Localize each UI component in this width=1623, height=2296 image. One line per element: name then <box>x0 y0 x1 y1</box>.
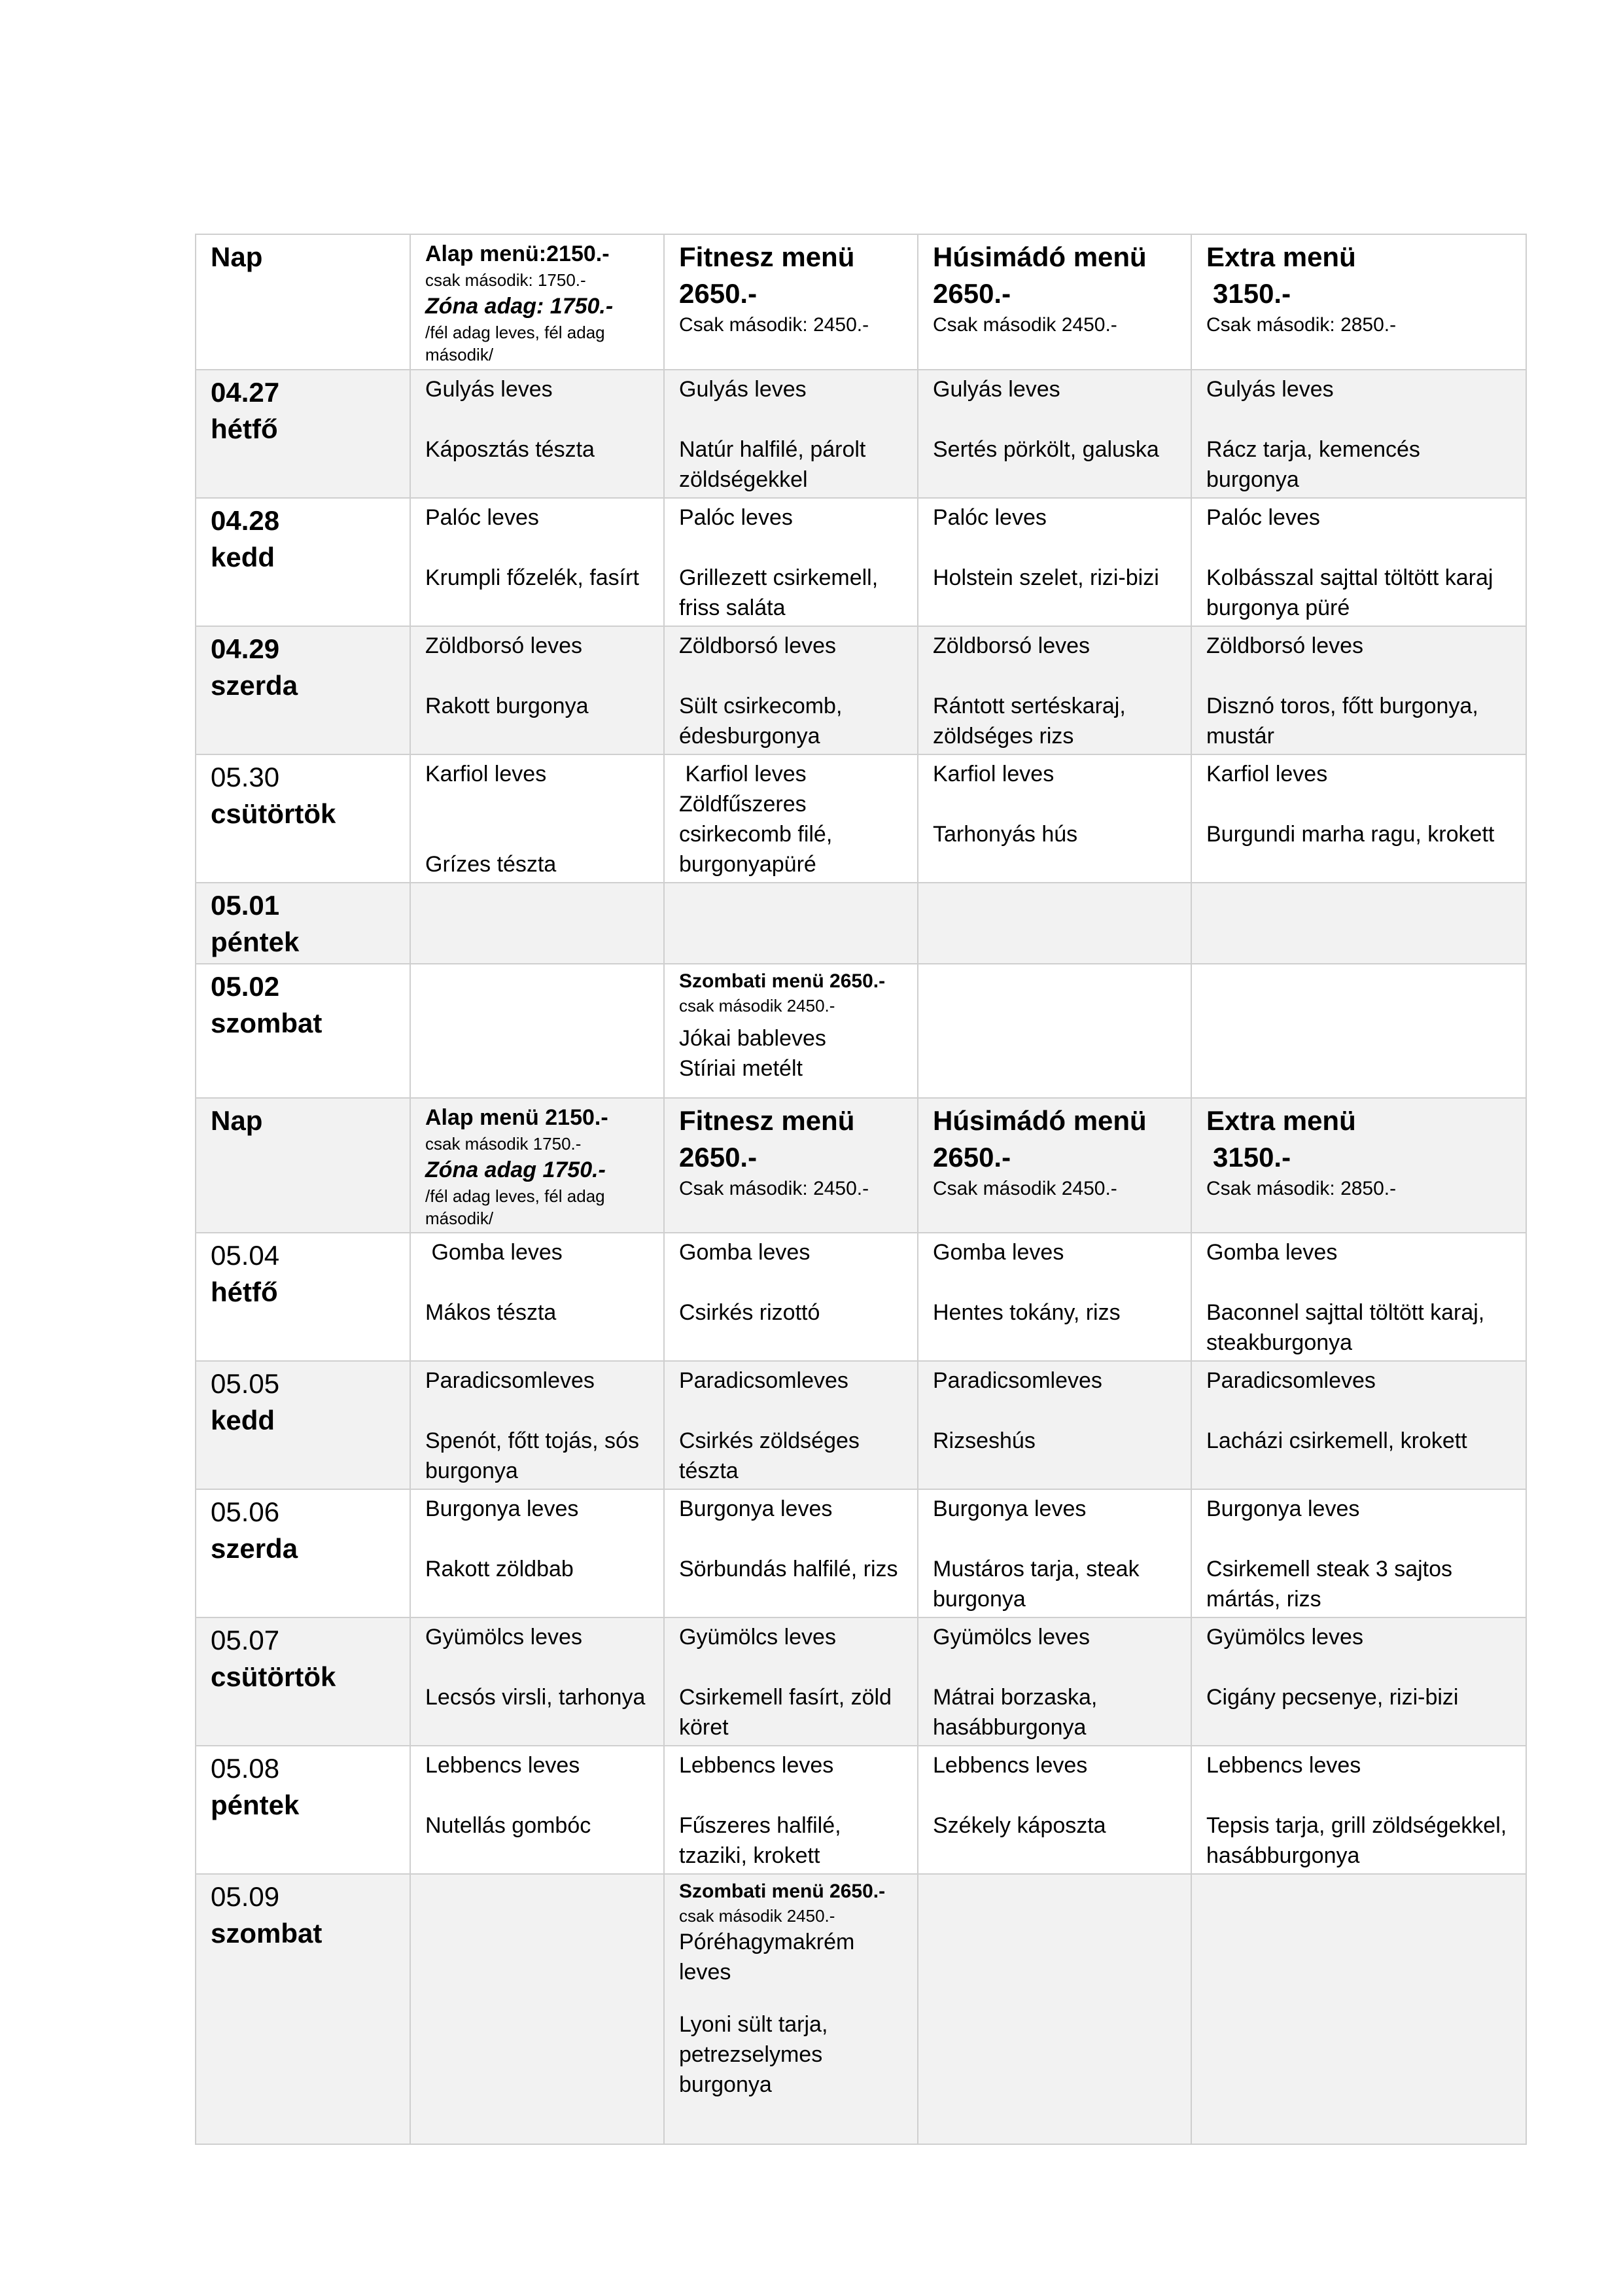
main-dish: Sörbundás halfilé, rizs <box>679 1557 898 1581</box>
soup: Gomba leves <box>425 1240 563 1265</box>
day-cell <box>196 754 410 883</box>
husimado-cell <box>918 1746 1191 1874</box>
husimado-title: Húsimádó menü <box>933 1105 1147 1136</box>
soup: Lebbencs leves <box>679 1753 834 1778</box>
header-nap: Nap <box>211 241 263 272</box>
day-cell <box>196 883 410 964</box>
husimado-cell <box>918 964 1191 1098</box>
header-alap-cell <box>410 1098 664 1233</box>
table-row <box>196 1617 1526 1746</box>
fitnesz-cell <box>664 1746 918 1874</box>
soup: Palóc leves <box>1206 505 1320 530</box>
fitnesz-cell <box>664 883 918 964</box>
soup: Gyümölcs leves <box>425 1625 582 1650</box>
header-fitnesz-cell <box>664 234 918 370</box>
fitnesz-cell <box>664 370 918 498</box>
husimado-price: 2650.- <box>933 278 1011 309</box>
fitnesz-cell <box>664 964 918 1098</box>
soup: Gulyás leves <box>679 377 807 402</box>
main-dish: Lyoni sült tarja, petrezselymes burgonya <box>679 2012 828 2097</box>
header-day-cell <box>196 1098 410 1233</box>
soup: Póréhagymakrém leves <box>679 1930 855 1985</box>
table-row <box>196 1746 1526 1874</box>
day-date: 04.28 <box>211 505 280 536</box>
table-row <box>196 964 1526 1098</box>
main-dish: Rakott burgonya <box>425 694 589 718</box>
alap-cell <box>410 626 664 754</box>
main-dish: Baconnel sajttal töltött karaj, steakburgonya <box>1206 1300 1485 1355</box>
fitnesz-title: Fitnesz menü <box>679 241 855 272</box>
husimado-sub: Csak második 2450.- <box>933 1178 1117 1199</box>
main-dish: Rácz tarja, kemencés burgonya <box>1206 437 1420 492</box>
fitnesz-title: Fitnesz menü <box>679 1105 855 1136</box>
fitnesz-cell <box>664 754 918 883</box>
husimado-cell <box>918 370 1191 498</box>
soup: Gomba leves <box>1206 1240 1338 1265</box>
header-fitnesz-cell <box>664 1098 918 1233</box>
extra-cell <box>1191 754 1526 883</box>
soup: Gulyás leves <box>425 377 553 402</box>
day-cell <box>196 964 410 1098</box>
day-cell <box>196 626 410 754</box>
header-day-cell <box>196 234 410 370</box>
alap-cell <box>410 370 664 498</box>
husimado-price: 2650.- <box>933 1142 1011 1173</box>
main-dish: Csirkés rizottó <box>679 1300 820 1325</box>
header-husimado-cell <box>918 1098 1191 1233</box>
extra-cell <box>1191 1617 1526 1746</box>
main-dish: Spenót, főtt tojás, sós burgonya <box>425 1428 639 1483</box>
husimado-cell <box>918 1233 1191 1361</box>
soup: Paradicsomleves <box>933 1368 1102 1393</box>
main-dish: Cigány pecsenye, rizi-bizi <box>1206 1685 1459 1710</box>
extra-cell <box>1191 626 1526 754</box>
extra-price: 3150.- <box>1213 278 1291 309</box>
main-dish: Grillezett csirkemell, friss saláta <box>679 565 879 620</box>
alap-cell <box>410 883 664 964</box>
main-dish: Grízes tészta <box>425 852 557 877</box>
week1-header-row <box>196 234 1526 370</box>
fitnesz-cell <box>664 1489 918 1617</box>
husimado-cell <box>918 1617 1191 1746</box>
extra-cell <box>1191 1746 1526 1874</box>
husimado-cell <box>918 883 1191 964</box>
soup: Burgonya leves <box>425 1496 579 1521</box>
menu-table <box>195 234 1527 2145</box>
soup: Palóc leves <box>679 505 793 530</box>
main-dish: Stíriai metélt <box>679 1056 803 1081</box>
day-date: 05.07 <box>211 1625 280 1655</box>
soup: Gulyás leves <box>1206 377 1334 402</box>
soup: Burgonya leves <box>1206 1496 1360 1521</box>
main-dish: Hentes tokány, rizs <box>933 1300 1121 1325</box>
day-cell <box>196 1489 410 1617</box>
soup: Zöldborsó leves <box>425 633 583 658</box>
table-row <box>196 1874 1526 2144</box>
day-name: kedd <box>211 542 275 573</box>
main-dish: Fűszeres halfilé, tzaziki, krokett <box>679 1813 841 1868</box>
alap-sub: csak második 1750.- <box>425 1134 582 1154</box>
day-date: 05.01 <box>211 890 280 921</box>
fitnesz-price: 2650.- <box>679 1142 758 1173</box>
alap-cell <box>410 1361 664 1489</box>
husimado-sub: Csak második 2450.- <box>933 314 1117 336</box>
day-name: szerda <box>211 1533 298 1564</box>
day-cell <box>196 370 410 498</box>
main-dish: Lacházi csirkemell, krokett <box>1206 1428 1467 1453</box>
day-cell <box>196 498 410 626</box>
alap-cell <box>410 754 664 883</box>
day-name: péntek <box>211 927 300 957</box>
fitnesz-cell <box>664 1617 918 1746</box>
header-husimado-cell <box>918 234 1191 370</box>
soup: Palóc leves <box>425 505 539 530</box>
main-dish: Sertés pörkölt, galuska <box>933 437 1159 462</box>
week2-header-row <box>196 1098 1526 1233</box>
main-dish: Tepsis tarja, grill zöldségekkel, hasábburgonya <box>1206 1813 1507 1868</box>
header-nap: Nap <box>211 1105 263 1136</box>
table-row <box>196 1233 1526 1361</box>
fitnesz-sub: Csak második: 2450.- <box>679 314 869 336</box>
main-dish: Krumpli főzelék, fasírt <box>425 565 639 590</box>
zona-title: Zóna adag 1750.- <box>425 1157 606 1182</box>
husimado-cell <box>918 1361 1191 1489</box>
alap-sub: csak második: 1750.- <box>425 270 586 290</box>
main-dish: Mátrai borzaska, hasábburgonya <box>933 1685 1098 1740</box>
soup: Zöldborsó leves <box>933 633 1091 658</box>
fitnesz-price: 2650.- <box>679 278 758 309</box>
soup: Karfiol leves <box>425 762 547 786</box>
main-dish: Nutellás gombóc <box>425 1813 591 1838</box>
main-dish: Disznó toros, főtt burgonya, mustár <box>1206 694 1478 749</box>
header-alap-cell <box>410 234 664 370</box>
day-date: 05.09 <box>211 1881 280 1912</box>
header-extra-cell <box>1191 234 1526 370</box>
table-row <box>196 498 1526 626</box>
day-name: szombat <box>211 1008 323 1038</box>
saturday-menu-title: Szombati menü 2650.- <box>679 970 886 992</box>
soup: Karfiol leves <box>1206 762 1328 786</box>
soup: Gulyás leves <box>933 377 1060 402</box>
soup: Gomba leves <box>933 1240 1064 1265</box>
extra-title: Extra menü <box>1206 241 1356 272</box>
alap-cell <box>410 1746 664 1874</box>
main-dish: Natúr halfilé, párolt zöldségekkel <box>679 437 866 492</box>
husimado-cell <box>918 754 1191 883</box>
day-name: hétfő <box>211 1277 278 1307</box>
husimado-cell <box>918 498 1191 626</box>
soup: Gyümölcs leves <box>933 1625 1090 1650</box>
extra-sub: Csak második: 2850.- <box>1206 1178 1397 1199</box>
day-name: csütörtök <box>211 1661 336 1692</box>
fitnesz-cell <box>664 1874 918 2144</box>
main-dish: Csirkemell fasírt, zöld köret <box>679 1685 892 1740</box>
main-dish: Lecsós virsli, tarhonya <box>425 1685 646 1710</box>
header-extra-cell <box>1191 1098 1526 1233</box>
soup: Paradicsomleves <box>425 1368 595 1393</box>
saturday-menu-sub: csak második 2450.- <box>679 1906 835 1926</box>
alap-title: Alap menü:2150.- <box>425 241 610 266</box>
extra-cell <box>1191 964 1526 1098</box>
fitnesz-sub: Csak második: 2450.- <box>679 1178 869 1199</box>
day-date: 05.04 <box>211 1240 280 1271</box>
table-row <box>196 1361 1526 1489</box>
extra-cell <box>1191 1489 1526 1617</box>
extra-sub: Csak második: 2850.- <box>1206 314 1397 336</box>
main-dish: Kolbásszal sajttal töltött karaj burgonya püré <box>1206 565 1493 620</box>
day-cell <box>196 1874 410 2144</box>
day-name: szombat <box>211 1918 323 1949</box>
husimado-cell <box>918 1874 1191 2144</box>
main-dish: Rántott sertéskaraj, zöldséges rizs <box>933 694 1126 749</box>
day-name: kedd <box>211 1405 275 1436</box>
soup: Gomba leves <box>679 1240 811 1265</box>
fitnesz-cell <box>664 1233 918 1361</box>
main-dish: Zöldfűszeres csirkecomb filé, burgonyapüré <box>679 792 833 877</box>
day-date: 04.27 <box>211 377 280 408</box>
table-row <box>196 370 1526 498</box>
zona-sub: /fél adag leves, fél adag második/ <box>425 1186 605 1228</box>
main-dish: Tarhonyás hús <box>933 822 1078 847</box>
day-date: 04.29 <box>211 633 280 664</box>
main-dish: Sült csirkecomb, édesburgonya <box>679 694 843 749</box>
day-cell <box>196 1746 410 1874</box>
alap-title: Alap menü 2150.- <box>425 1105 608 1130</box>
main-dish: Rizseshús <box>933 1428 1036 1453</box>
day-date: 05.02 <box>211 971 280 1002</box>
main-dish: Burgundi marha ragu, krokett <box>1206 822 1495 847</box>
main-dish: Csirkemell steak 3 sajtos mártás, rizs <box>1206 1557 1453 1612</box>
saturday-menu-title: Szombati menü 2650.- <box>679 1881 886 1902</box>
main-dish: Csirkés zöldséges tészta <box>679 1428 860 1483</box>
alap-cell <box>410 1874 664 2144</box>
soup: Palóc leves <box>933 505 1047 530</box>
soup: Karfiol leves <box>933 762 1055 786</box>
day-name: péntek <box>211 1790 300 1820</box>
table-row <box>196 1489 1526 1617</box>
day-name: szerda <box>211 670 298 701</box>
soup: Lebbencs leves <box>1206 1753 1361 1778</box>
day-name: hétfő <box>211 414 278 444</box>
day-cell <box>196 1361 410 1489</box>
day-cell <box>196 1617 410 1746</box>
table-row <box>196 754 1526 883</box>
soup: Zöldborsó leves <box>679 633 837 658</box>
fitnesz-cell <box>664 626 918 754</box>
extra-cell <box>1191 1361 1526 1489</box>
soup: Jókai bableves <box>679 1026 826 1051</box>
extra-title: Extra menü <box>1206 1105 1356 1136</box>
alap-cell <box>410 964 664 1098</box>
soup: Paradicsomleves <box>679 1368 848 1393</box>
soup: Gyümölcs leves <box>679 1625 836 1650</box>
day-date: 05.30 <box>211 762 280 792</box>
main-dish: Mustáros tarja, steak burgonya <box>933 1557 1140 1612</box>
day-name: csütörtök <box>211 798 336 829</box>
extra-price: 3150.- <box>1213 1142 1291 1173</box>
soup: Burgonya leves <box>679 1496 833 1521</box>
alap-cell <box>410 1489 664 1617</box>
main-dish: Káposztás tészta <box>425 437 595 462</box>
extra-cell <box>1191 1233 1526 1361</box>
husimado-cell <box>918 626 1191 754</box>
table-row <box>196 626 1526 754</box>
main-dish: Székely káposzta <box>933 1813 1106 1838</box>
soup: Karfiol leves <box>679 762 807 786</box>
husimado-cell <box>918 1489 1191 1617</box>
main-dish: Holstein szelet, rizi-bizi <box>933 565 1159 590</box>
soup: Zöldborsó leves <box>1206 633 1364 658</box>
day-date: 05.05 <box>211 1368 280 1399</box>
husimado-title: Húsimádó menü <box>933 241 1147 272</box>
soup: Lebbencs leves <box>425 1753 580 1778</box>
main-dish: Rakott zöldbab <box>425 1557 574 1581</box>
day-cell <box>196 1233 410 1361</box>
zona-sub: /fél adag leves, fél adag második/ <box>425 323 605 364</box>
day-date: 05.06 <box>211 1496 280 1527</box>
alap-cell <box>410 1233 664 1361</box>
alap-cell <box>410 1617 664 1746</box>
table-row <box>196 883 1526 964</box>
saturday-menu-sub: csak második 2450.- <box>679 996 835 1016</box>
extra-cell <box>1191 883 1526 964</box>
soup: Lebbencs leves <box>933 1753 1088 1778</box>
soup: Burgonya leves <box>933 1496 1087 1521</box>
alap-cell <box>410 498 664 626</box>
soup: Paradicsomleves <box>1206 1368 1376 1393</box>
main-dish: Mákos tészta <box>425 1300 557 1325</box>
zona-title: Zóna adag: 1750.- <box>425 294 614 319</box>
extra-cell <box>1191 498 1526 626</box>
extra-cell <box>1191 370 1526 498</box>
fitnesz-cell <box>664 1361 918 1489</box>
extra-cell <box>1191 1874 1526 2144</box>
soup: Gyümölcs leves <box>1206 1625 1363 1650</box>
fitnesz-cell <box>664 498 918 626</box>
day-date: 05.08 <box>211 1753 280 1784</box>
